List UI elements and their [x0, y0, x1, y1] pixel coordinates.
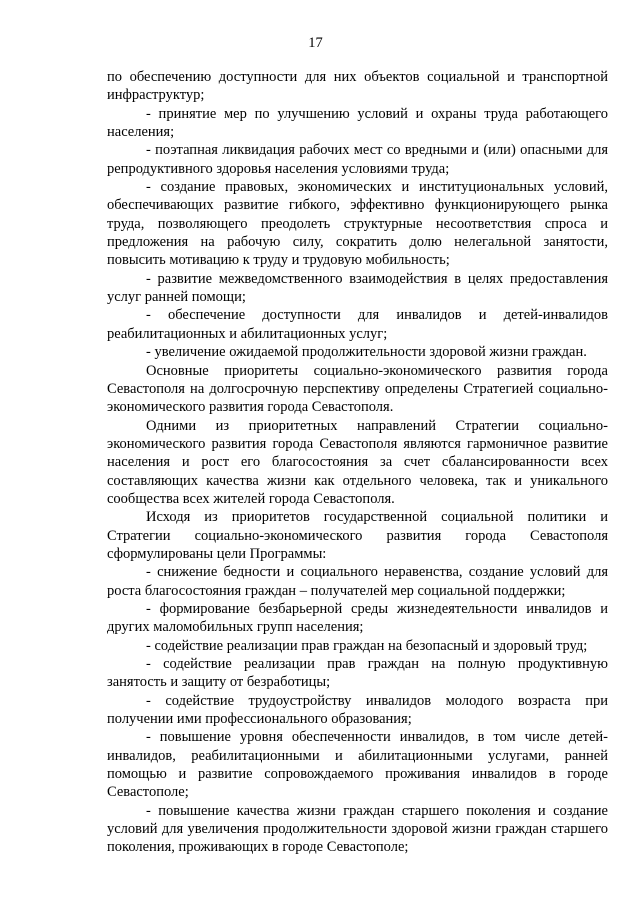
- list-item: - обеспечение доступности для инвалидов и детей-инвалидов реабилитационных и абилитационных услуг;: [107, 307, 608, 342]
- document-body: [107, 68, 608, 857]
- list-item: - создание правовых, экономических и институциональных условий, обеспечивающих развитие гибкого, эффективно функционирующего рынка труда, позволяющего преодолеть структурные несоответствия спроса и предложения на рабочую силу, сократить долю нелегальной занятости, повысить мотивацию к труду и трудовую мобильность;: [107, 179, 608, 269]
- list-item: - поэтапная ликвидация рабочих мест со вредными и (или) опасными для репродуктивного здоровья населения условиями труда;: [107, 142, 608, 177]
- list-item: - повышение уровня обеспеченности инвалидов, в том числе детей-инвалидов, реабилитационными и абилитационными услугами, ранней помощью и развитие сопровождаемого проживания инвалидов в городе Севастополе;: [107, 729, 608, 801]
- list-item: - принятие мер по улучшению условий и охраны труда работающего населения;: [107, 105, 608, 141]
- list-item: - содействие трудоустройству инвалидов молодого возраста при получении ими профессионального образования;: [107, 692, 608, 728]
- list-item: - снижение бедности и социального неравенства, создание условий для роста благосостояния граждан – получателей мер социальной поддержки;: [107, 564, 608, 599]
- list-item: - повышение качества жизни граждан старшего поколения и создание условий для увеличения продолжительности здоровой жизни граждан старшего поколения, проживающих в городе Севастополе;: [107, 802, 608, 856]
- paragraph: Исходя из приоритетов государственной социальной политики и Стратегии социально-экономического развития города Севастополя сформулированы цели Программы:: [107, 509, 608, 562]
- list-item: - увеличение ожидаемой продолжительности здоровой жизни граждан.: [146, 344, 587, 361]
- paragraph: по обеспечению доступности для них объектов социальной и транспортной инфраструктур;: [107, 69, 608, 104]
- list-item: - развитие межведомственного взаимодействия в целях предоставления услуг ранней помощи;: [107, 270, 608, 306]
- list-item: - содействие реализации прав граждан на безопасный и здоровый труд;: [146, 637, 588, 654]
- list-item: - формирование безбарьерной среды жизнедеятельности инвалидов и других маломобильных групп населения;: [107, 600, 608, 636]
- paragraph: Одними из приоритетных направлений Стратегии социально-экономического развития города Севастополя являются гармоничное развитие населения и рост его благосостояния за счет сбалансированности всех составляющих качества жизни как отдельного человека, так и уникального сообщества всех жителей города Севастополя.: [107, 417, 608, 507]
- paragraph: Основные приоритеты социально-экономического развития города Севастополя на долгосрочную перспективу определены Стратегией социально-экономического развития города Севастополя.: [107, 362, 608, 416]
- list-item: - содействие реализации прав граждан на полную продуктивную занятость и защиту от безработицы;: [107, 656, 608, 691]
- page-number: 17: [308, 35, 323, 51]
